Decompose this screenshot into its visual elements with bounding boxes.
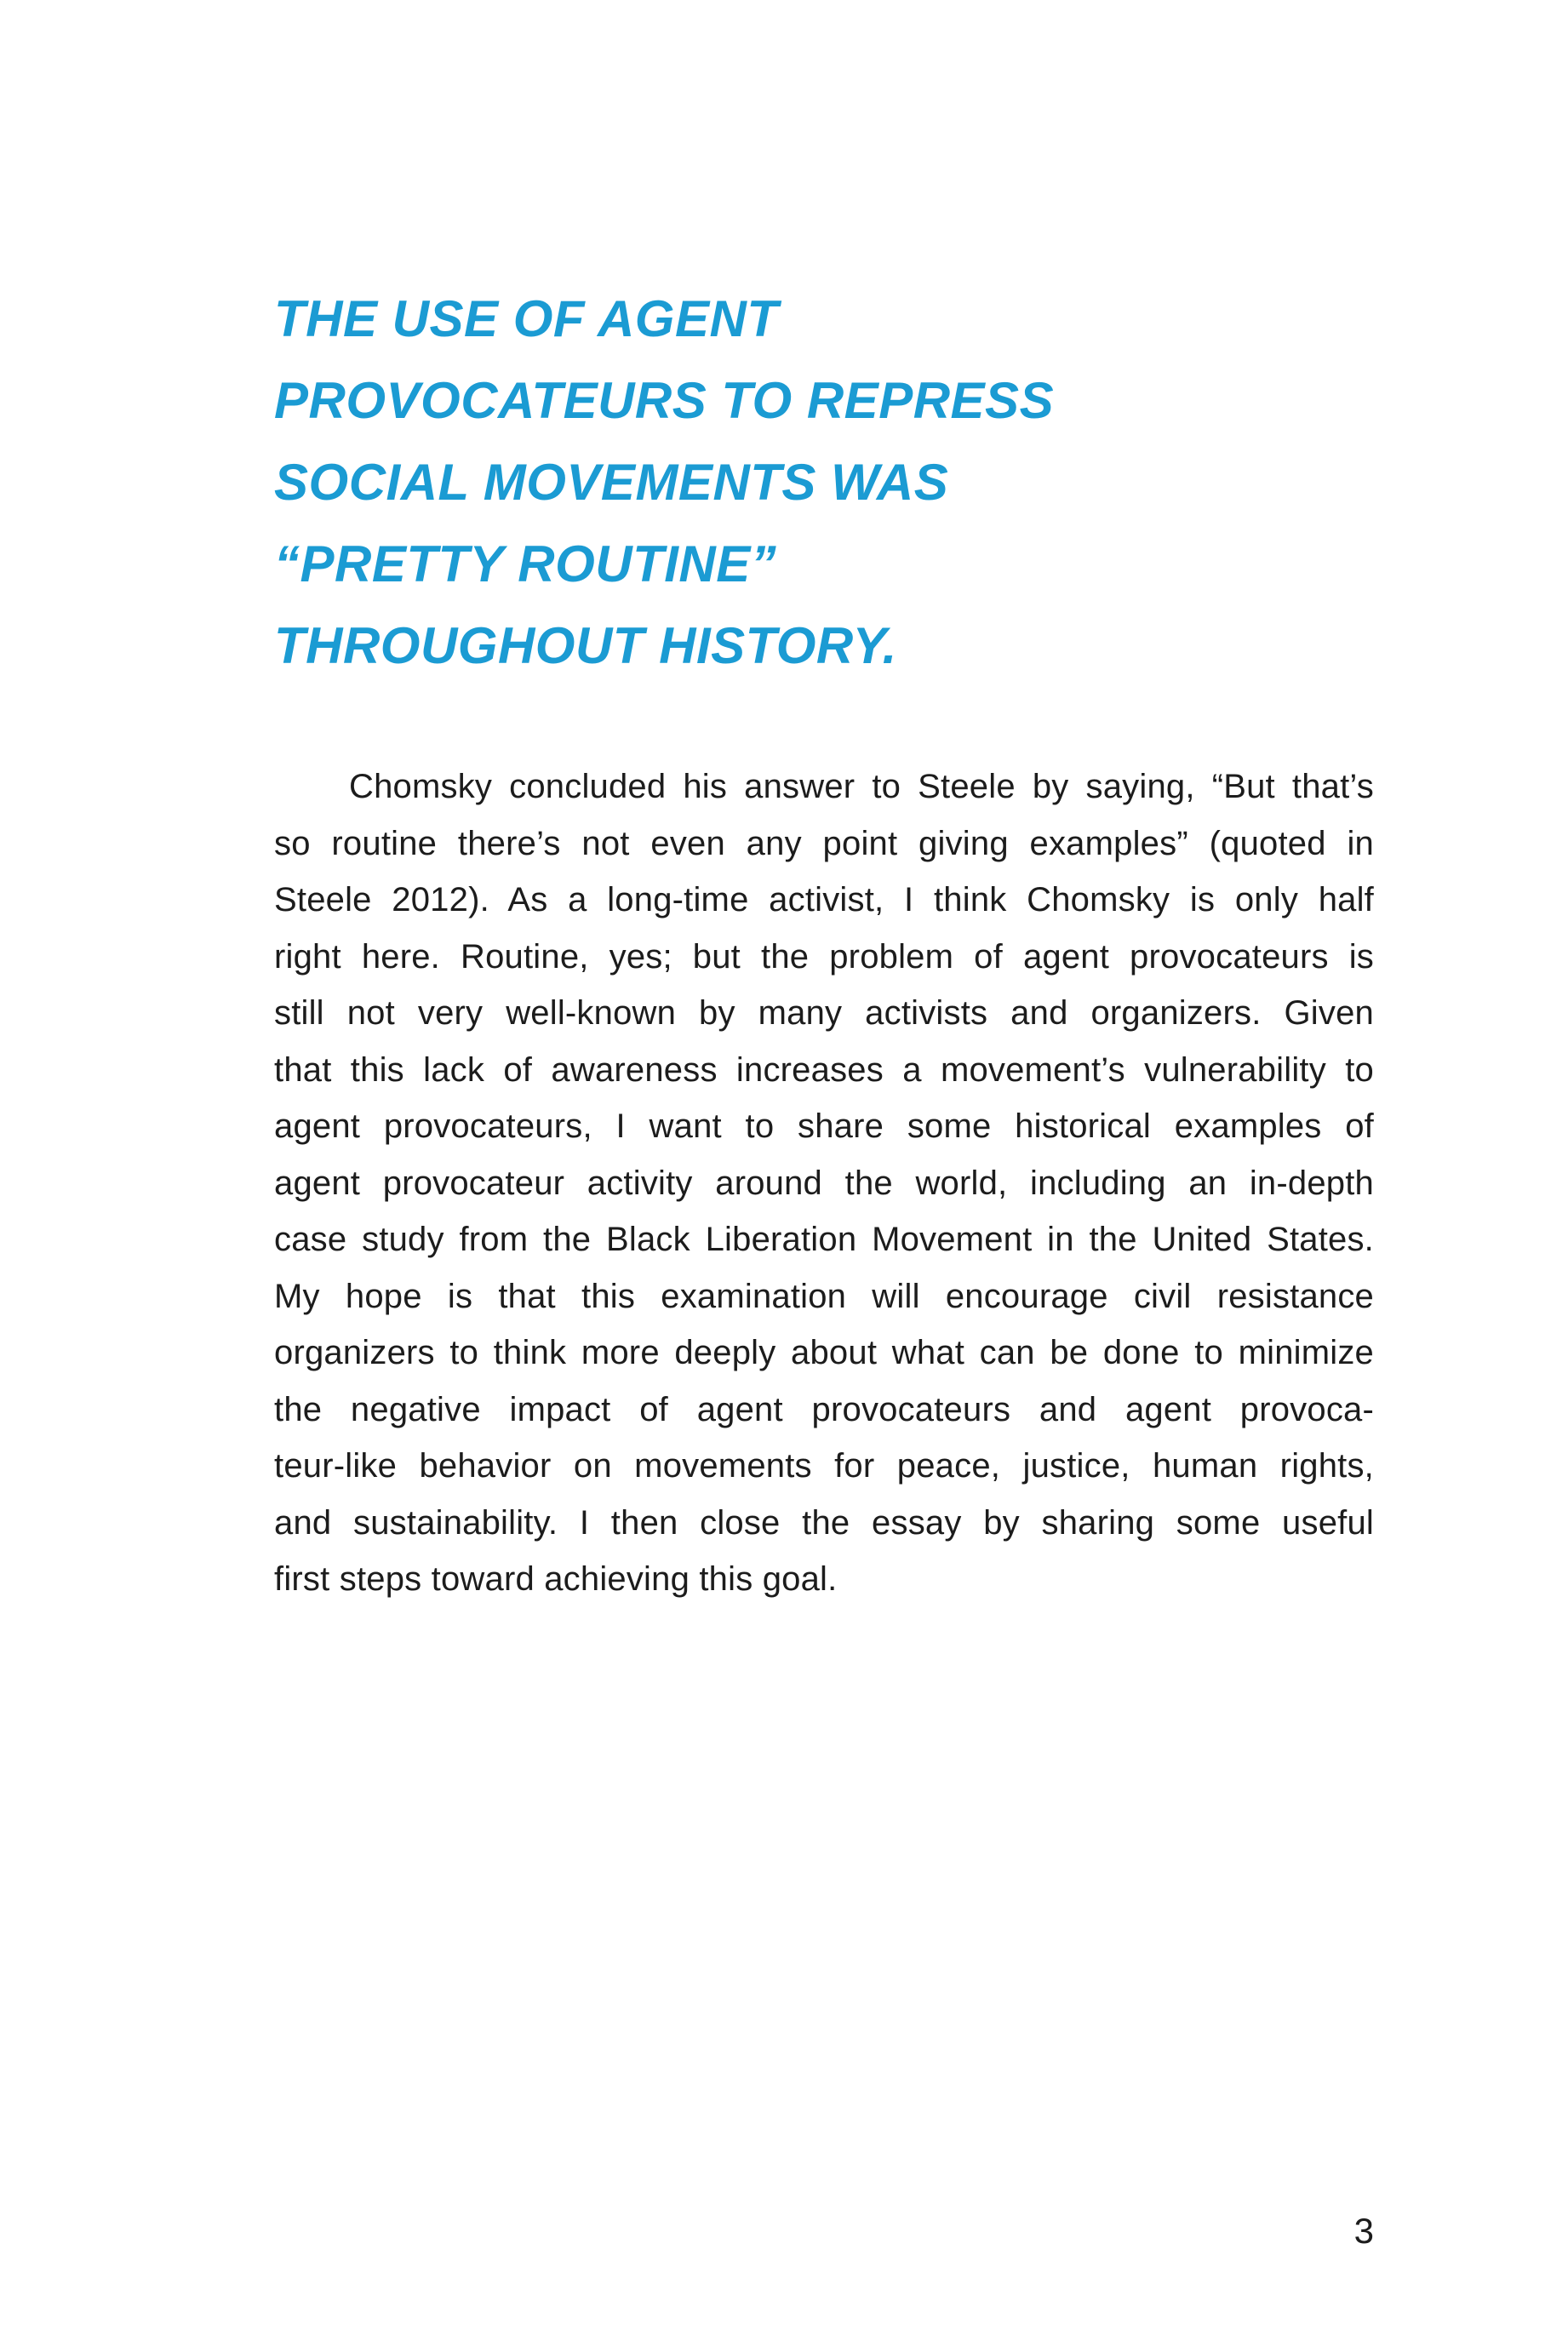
- body-line: organizers to think more deeply about what can be done to minimize: [274, 1334, 1374, 1371]
- page-heading: [274, 278, 1296, 687]
- body-line: case study from the Black Liberation Movement in the United States.: [274, 1221, 1374, 1258]
- heading-line: THE USE OF AGENT: [274, 290, 779, 347]
- heading-line: THROUGHOUT HISTORY.: [274, 617, 897, 674]
- body-line: agent provocateur activity around the world, including an in-depth: [274, 1164, 1374, 1202]
- heading-line: “PRETTY ROUTINE”: [274, 535, 777, 592]
- heading-line: SOCIAL MOVEMENTS WAS: [274, 454, 949, 511]
- page-number: 3: [1353, 2211, 1374, 2251]
- body-line: first steps toward achieving this goal.: [274, 1560, 838, 1598]
- body-line: right here. Routine, yes; but the problem of agent provocateurs is: [274, 937, 1374, 976]
- body-line: Steele 2012). As a long-time activist, I think Chomsky is only half: [274, 881, 1374, 918]
- body-line: teur-like behavior on movements for peace, justice, human rights,: [274, 1447, 1374, 1485]
- heading-line: PROVOCATEURS TO REPRESS: [274, 372, 1055, 429]
- body-line: My hope is that this examination will encourage civil resistance: [274, 1277, 1374, 1315]
- body-line: Chomsky concluded his answer to Steele by saying, “But that’s: [349, 768, 1374, 805]
- body-line: that this lack of awareness increases a movement’s vulnerability to: [274, 1050, 1374, 1089]
- body-line: the negative impact of agent provocateurs and agent provoca-: [274, 1390, 1374, 1428]
- body-line: agent provocateurs, I want to share some historical examples of: [274, 1107, 1374, 1145]
- body-paragraph: [274, 758, 1374, 1608]
- body-line: so routine there’s not even any point giving examples” (quoted in: [274, 824, 1374, 862]
- body-line: still not very well-known by many activists and organizers. Given: [274, 994, 1374, 1032]
- body-line: and sustainability. I then close the essay by sharing some useful: [274, 1503, 1374, 1542]
